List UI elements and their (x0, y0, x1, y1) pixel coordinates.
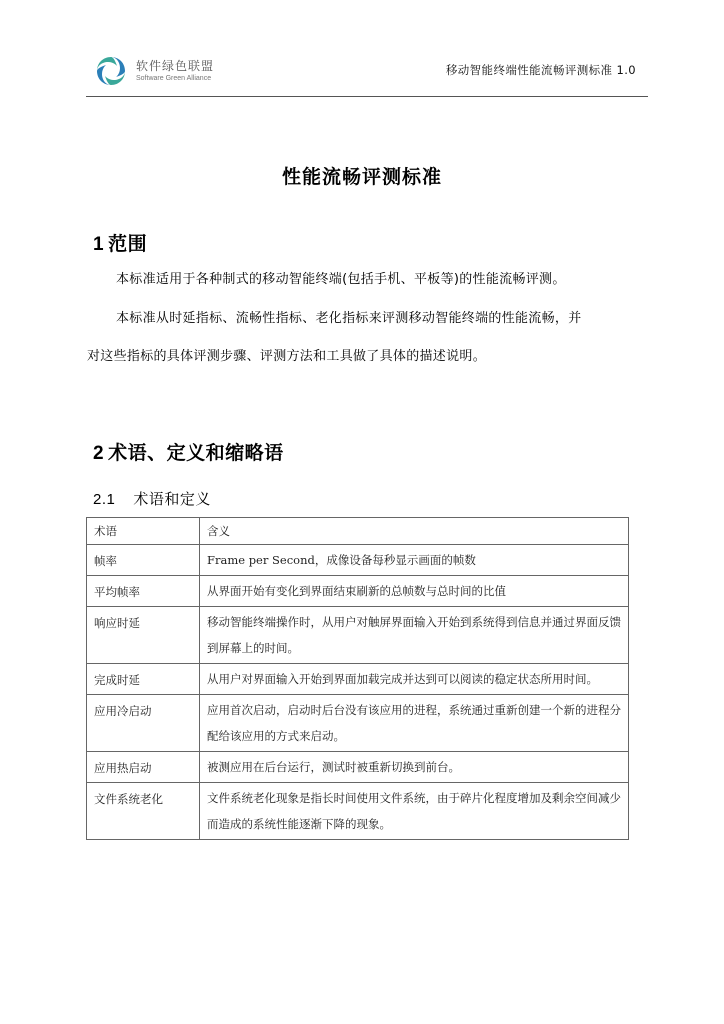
definition-cell: 被测应用在后台运行，测试时被重新切换到前台。 (200, 752, 629, 783)
section-2-1-number: 2.1 (93, 491, 116, 508)
section-1-paragraph-2-line-1: 本标准从时延指标、流畅性指标、老化指标来评测移动智能终端的性能流畅，并 (116, 311, 582, 326)
table-header-term: 术语 (87, 518, 200, 545)
section-2-heading (93, 438, 284, 465)
document-title: 性能流畅评测标准 (281, 166, 442, 188)
section-2-1-heading (93, 488, 211, 509)
table-row (87, 576, 629, 607)
term-cell: 文件系统老化 (87, 783, 200, 840)
term-cell: 完成时延 (87, 664, 200, 695)
definition-cell: Frame per Second，成像设备每秒显示画面的帧数 (200, 545, 629, 576)
alliance-logo-icon (94, 54, 128, 88)
definition-cell: 文件系统老化现象是指长时间使用文件系统，由于碎片化程度增加及剩余空间减少而造成的系统性能逐渐下降的现象。 (200, 783, 629, 840)
definition-cell: 从界面开始有变化到界面结束刷新的总帧数与总时间的比值 (200, 576, 629, 607)
table-row (87, 545, 629, 576)
table-row (87, 752, 629, 783)
definition-cell: 移动智能终端操作时，从用户对触屏界面输入开始到系统得到信息并通过界面反馈到屏幕上的时间。 (200, 607, 629, 664)
logo (94, 54, 214, 88)
section-1-paragraph-2-line-2: 对这些指标的具体评测步骤、评测方法和工具做了具体的描述说明。 (87, 349, 487, 364)
section-1-title: 范围 (108, 233, 148, 255)
term-cell: 应用冷启动 (87, 695, 200, 752)
table-row (87, 783, 629, 840)
table-row (87, 695, 629, 752)
definition-cell: 应用首次启动，启动时后台没有该应用的进程，系统通过重新创建一个新的进程分配给该应用的方式来启动。 (200, 695, 629, 752)
term-cell: 平均帧率 (87, 576, 200, 607)
table-header-row (87, 518, 629, 545)
section-1-paragraph-1: 本标准适用于各种制式的移动智能终端(包括手机、平板等)的性能流畅评测。 (116, 272, 566, 287)
header-document-name: 移动智能终端性能流畅评测标准 1.0 (445, 63, 636, 77)
section-2-number: 2 (93, 443, 105, 464)
logo-chinese-name: 软件绿色联盟 (136, 59, 215, 73)
terms-table (86, 517, 629, 840)
term-cell: 帧率 (87, 545, 200, 576)
table-header-definition: 含义 (200, 518, 629, 545)
page-header (86, 50, 648, 97)
table-row (87, 607, 629, 664)
table-row (87, 664, 629, 695)
section-1-number: 1 (93, 234, 105, 255)
logo-english-name: Software Green Alliance (136, 75, 212, 82)
section-1-heading (93, 229, 147, 256)
section-2-title: 术语、定义和缩略语 (108, 442, 284, 464)
section-2-1-title: 术语和定义 (133, 490, 211, 508)
definition-cell: 从用户对界面输入开始到界面加载完成并达到可以阅读的稳定状态所用时间。 (200, 664, 629, 695)
term-cell: 响应时延 (87, 607, 200, 664)
term-cell: 应用热启动 (87, 752, 200, 783)
